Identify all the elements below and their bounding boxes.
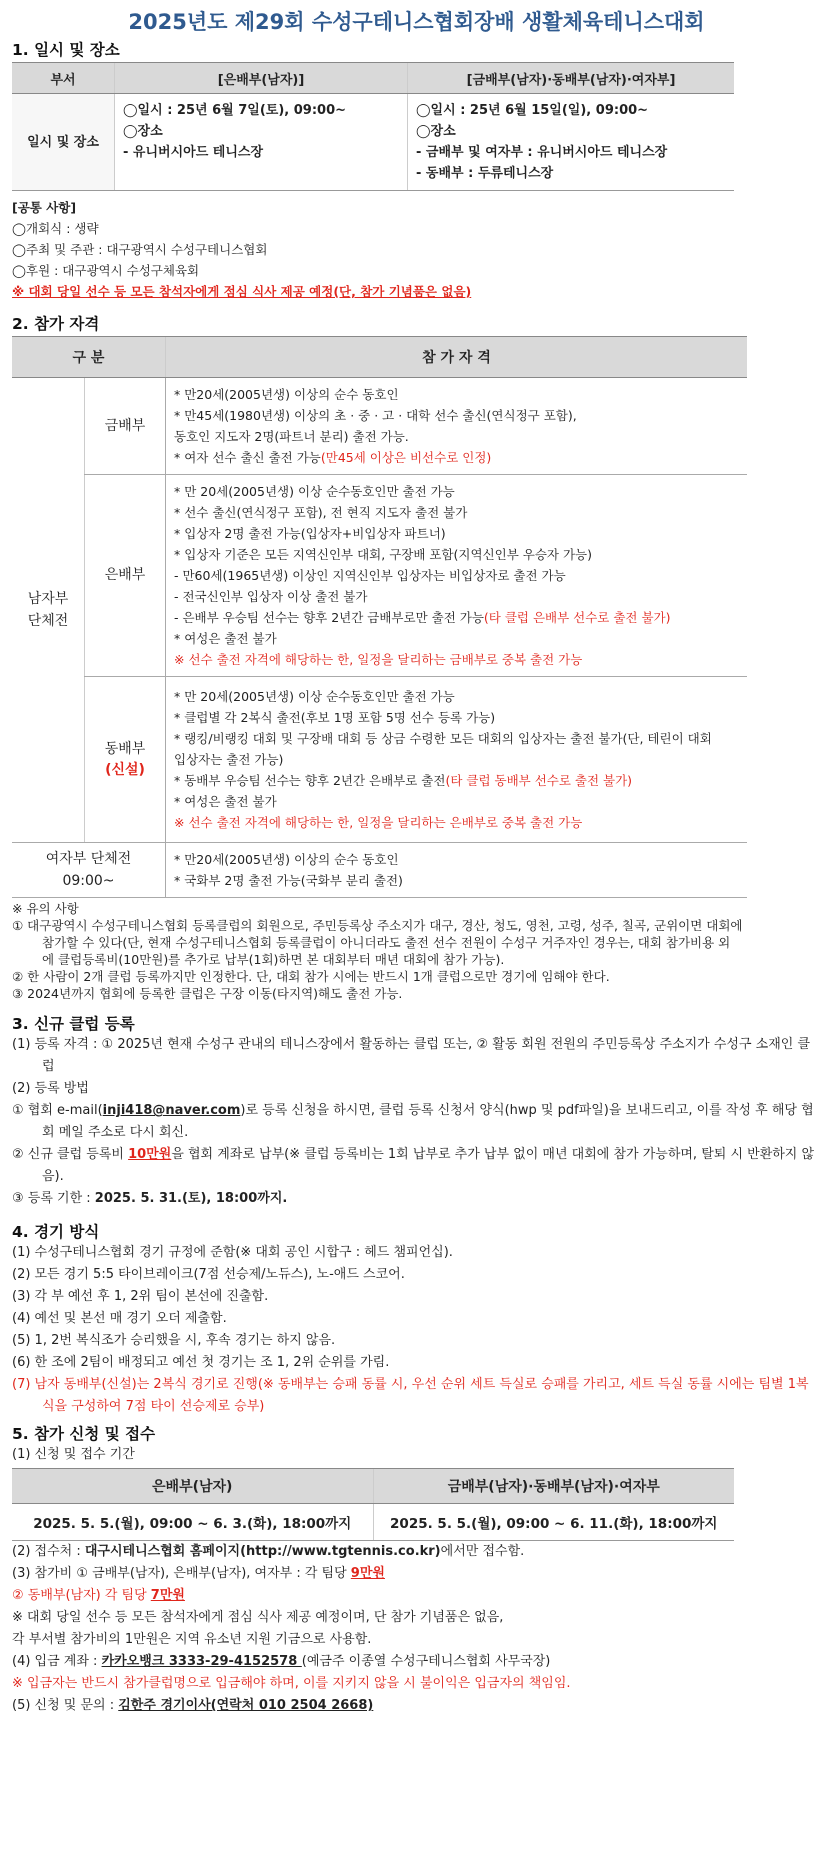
note-item: ① 대구광역시 수성구테니스협회 등록클럽의 회원으로, 주민등록상 주소지가 대구, 경산, 청도, 영천, 고령, 성주, 칠곡, 군위이면 대회에: [12, 918, 743, 933]
schedule-header-others: [금배부(남자)·동배부(남자)·여자부]: [408, 63, 735, 94]
team-event-label: 단체전: [27, 613, 69, 629]
contact: (5) 신청 및 문의 : 김한주 경기이사(연락처 010 2504 2668): [12, 1698, 374, 1713]
bronze-line: 입상자는 출전 가능): [174, 752, 284, 767]
others-place-label: ◯장소: [416, 124, 456, 139]
registration-email: ① 협회 e-mail(inji418@naver.com)로 등록 신청을 하시면, 클럽 등록 신청서 양식(hwp 및 pdf파일)을 보내드리고, 이를 작성 후 해당 협회 메일 주소로 다시 회신.: [12, 1103, 814, 1140]
silver-line: * 여성은 출전 불가: [174, 631, 277, 646]
schedule-silver-cell: [115, 94, 408, 191]
match-format: [12, 1242, 821, 1418]
application-period-table: [12, 1468, 734, 1541]
schedule-row-label: 일시 및 장소: [12, 94, 115, 191]
format-item: (3) 각 부 예선 후 1, 2위 팀이 본선에 진출함.: [12, 1289, 269, 1304]
bank-account-note: ※ 입금자는 반드시 참가클럽명으로 입금해야 하며, 이를 지키지 않을 시 불이익은 입금자의 책임임.: [12, 1676, 571, 1691]
application-receiver: (2) 접수처 : 대구시테니스협회 홈페이지(http://www.tgtennis.co.kr)에서만 접수함.: [12, 1544, 525, 1559]
note-item: ③ 2024년까지 협회에 등록한 클럽은 구장 이동(타지역)해도 출전 가능.: [12, 986, 403, 1001]
period-header-others: 금배부(남자)·동배부(남자)·여자부: [373, 1469, 734, 1504]
bronze-division-label: [85, 677, 166, 843]
bank-account: (4) 입금 계좌 : 카카오뱅크 3333-29-4152578 (예금주 이종열 수성구테니스협회 사무국장): [12, 1654, 551, 1669]
format-item: (5) 1, 2번 복식조가 승리했을 시, 후속 경기는 하지 않음.: [12, 1333, 336, 1348]
schedule-header-silver: [은배부(남자)]: [115, 63, 408, 94]
common-lunch-note: ※ 대회 당일 선수 등 모든 참석자에게 점심 식사 제공 예정(단, 참가 기념품은 없음): [12, 284, 472, 299]
note-item-cont: 참가할 수 있다(단, 현재 수성구테니스협회 등록클럽이 아니더라도 출전 선수 전원이 수성구 거주자인 경우는, 대회 참가비용 외: [42, 935, 731, 950]
email-link[interactable]: inji418@naver.com: [102, 1103, 241, 1118]
homepage-link[interactable]: 대구시테니스협회 홈페이지(http://www.tgtennis.co.kr): [84, 1544, 441, 1559]
men-team-label: 남자부: [27, 591, 69, 607]
eligibility-header-category: 구 분: [12, 337, 166, 378]
silver-line: * 입상자 기준은 모든 지역신인부 대회, 구장배 포함(지역신인부 우승자 가능): [174, 547, 592, 562]
notes-section: [12, 900, 821, 1002]
common-item: ◯개회식 : 생략: [12, 221, 99, 236]
period-others: 2025. 5. 5.(월), 09:00 ~ 6. 11.(화), 18:00까지: [373, 1504, 734, 1541]
period-header-silver: 은배부(남자): [12, 1469, 373, 1504]
format-item: (2) 모든 경기 5:5 타이브레이크(7점 선승제/노듀스), 노-애드 스코어.: [12, 1267, 405, 1282]
entry-fee-bronze: ② 동배부(남자) 각 팀당 7만원: [12, 1588, 185, 1603]
common-title: [공통 사항]: [12, 200, 77, 215]
silver-place-label: ◯장소: [123, 124, 163, 139]
section-3-heading: 3. 신규 클럽 등록: [12, 1015, 135, 1033]
silver-duplicate-note: ※ 선수 출전 자격에 해당하는 한, 일정을 달리하는 금배부로 중복 출전 가능: [174, 652, 583, 667]
silver-division-label: 은배부: [85, 475, 166, 677]
others-place-bronze: - 동배부 : 두류테니스장: [416, 166, 554, 181]
registration-method: (2) 등록 방법: [12, 1081, 89, 1096]
entry-fee: (3) 참가비 ① 금배부(남자), 은배부(남자), 여자부 : 각 팀당 9만원: [12, 1566, 385, 1581]
section-5-heading: 5. 참가 신청 및 접수: [12, 1425, 156, 1443]
silver-date: ◯일시 : 25년 6월 7일(토), 09:00~: [123, 103, 347, 118]
period-silver: 2025. 5. 5.(월), 09:00 ~ 6. 3.(화), 18:00까지: [12, 1504, 373, 1541]
gold-line: * 만20세(2005년생) 이상의 순수 동호인: [174, 387, 399, 402]
gold-line: 동호인 지도자 2명(파트너 분리) 출전 가능.: [174, 429, 409, 444]
silver-place: - 유니버시아드 테니스장: [123, 145, 264, 160]
common-item: ◯후원 : 대구광역시 수성구체육회: [12, 263, 200, 278]
silver-line: - 은배부 우승팀 선수는 향후 2년간 금배부로만 출전 가능(타 클럽 은배부 선수로 출전 불가): [174, 610, 671, 625]
club-registration: [12, 1034, 821, 1210]
women-team-time: 09:00~: [62, 873, 115, 889]
format-item-bronze: (7) 남자 동배부(신설)는 2복식 경기로 진행(※ 동배부는 승패 동률 시, 우선 순위 세트 득실로 승패를 가리고, 세트 득실 동률 시에는 팀별 1복식을 구성하여 7점 타이 선승제로 승부): [12, 1377, 809, 1414]
registration-eligibility: (1) 등록 자격 : ① 2025년 현재 수성구 관내의 테니스장에서 활동하는 클럽 또는, ② 활동 회원 전원의 주민등록상 주소지가 수성구 소재인 클럽: [12, 1037, 810, 1074]
bronze-duplicate-note: ※ 선수 출전 자격에 해당하는 한, 일정을 달리하는 은배부로 중복 출전 가능: [174, 815, 583, 830]
entry-fee-note: ※ 대회 당일 선수 등 모든 참석자에게 점심 식사 제공 예정이며, 단 참가 기념품은 없음,: [12, 1610, 504, 1625]
gold-division-label: 금배부: [85, 378, 166, 475]
note-item-cont: 에 클럽등록비(10만원)를 추가로 납부(1회)하면 본 대회부터 매년 대회에 참가 가능).: [42, 952, 505, 967]
common-section: [12, 197, 821, 302]
others-place-gold: - 금배부 및 여자부 : 유니버시아드 테니스장: [416, 145, 668, 160]
bronze-line: * 만 20세(2005년생) 이상 순수동호인만 출전 가능: [174, 689, 455, 704]
women-line: * 만20세(2005년생) 이상의 순수 동호인: [174, 852, 399, 867]
application-period-label: (1) 신청 및 접수 기간: [12, 1447, 135, 1462]
eligibility-header-qualification: 참 가 자 격: [166, 337, 748, 378]
format-item: (1) 수성구테니스협회 경기 규정에 준함(※ 대회 공인 시합구 : 헤드 챔피언십).: [12, 1245, 453, 1260]
bronze-new-badge: (신설): [105, 761, 145, 778]
schedule-table: [12, 62, 734, 191]
women-qualification: [166, 843, 748, 898]
bronze-line: * 랭킹/비랭킹 대회 및 구장배 대회 등 상금 수령한 모든 대회의 입상자는 출전 불가(단, 테린이 대회: [174, 731, 712, 746]
women-line: * 국화부 2명 출전 가능(국화부 분리 출전): [174, 873, 403, 888]
women-team-group: [12, 843, 166, 898]
bronze-label: 동배부: [104, 740, 146, 757]
others-date: ◯일시 : 25년 6월 15일(일), 09:00~: [416, 103, 649, 118]
bronze-line: * 클럽별 각 2복식 출전(후보 1명 포함 5명 선수 등록 가능): [174, 710, 496, 725]
section-1-heading: 1. 일시 및 장소: [12, 41, 120, 59]
application-details: [12, 1541, 821, 1717]
section-4-heading: 4. 경기 방식: [12, 1223, 100, 1241]
silver-line: - 전국신인부 입상자 이상 출전 불가: [174, 589, 368, 604]
silver-line: * 만 20세(2005년생) 이상 순수동호인만 출전 가능: [174, 484, 455, 499]
silver-line: * 입상자 2명 출전 가능(입상자+비입상자 파트너): [174, 526, 446, 541]
format-item: (4) 예선 및 본선 매 경기 오더 제출함.: [12, 1311, 227, 1326]
note-item: ② 한 사람이 2개 클럽 등록까지만 인정한다. 단, 대회 참가 시에는 반드시 1개 클럽으로만 경기에 임해야 한다.: [12, 969, 610, 984]
notes-title: ※ 유의 사항: [12, 901, 79, 916]
silver-line: * 선수 출신(연식정구 포함), 전 현직 지도자 출전 불가: [174, 505, 468, 520]
schedule-header-division: 부서: [12, 63, 115, 94]
men-team-group: [12, 378, 85, 843]
section-2-heading: 2. 참가 자격: [12, 315, 100, 333]
common-item: ◯주최 및 주관 : 대구광역시 수성구테니스협회: [12, 242, 268, 257]
silver-qualification: [166, 475, 748, 677]
gold-line: * 만45세(1980년생) 이상의 초 · 중 · 고 · 대학 선수 출신(연식정구 포함),: [174, 408, 577, 423]
bronze-line: * 여성은 출전 불가: [174, 794, 277, 809]
bronze-qualification: [166, 677, 748, 843]
eligibility-table: [12, 336, 747, 898]
registration-deadline: ③ 등록 기한 : 2025. 5. 31.(토), 18:00까지.: [12, 1191, 288, 1206]
silver-line: - 만60세(1965년생) 이상인 지역신인부 입상자는 비입상자로 출전 가능: [174, 568, 566, 583]
application-section: [12, 1444, 821, 1466]
schedule-others-cell: [408, 94, 735, 191]
format-item: (6) 한 조에 2팀이 배정되고 예선 첫 경기는 조 1, 2위 순위를 가림.: [12, 1355, 390, 1370]
gold-line: * 여자 선수 출신 출전 가능(만45세 이상은 비선수로 인정): [174, 450, 492, 465]
bronze-line: * 동배부 우승팀 선수는 향후 2년간 은배부로 출전(타 클럽 동배부 선수로 출전 불가): [174, 773, 633, 788]
gold-qualification: [166, 378, 748, 475]
page-title: 2025년도 제29회 수성구테니스협회장배 생활체육테니스대회: [128, 10, 705, 34]
entry-fee-note: 각 부서별 참가비의 1만원은 지역 유소년 지원 기금으로 사용함.: [12, 1632, 372, 1647]
registration-fee: ② 신규 클럽 등록비 10만원을 협회 계좌로 납부(※ 클럽 등록비는 1회 납부로 추가 납부 없이 매년 대회에 참가 가능하며, 탈퇴 시 반환하지 않음).: [12, 1147, 815, 1184]
women-team-label: 여자부 단체전: [45, 851, 132, 867]
